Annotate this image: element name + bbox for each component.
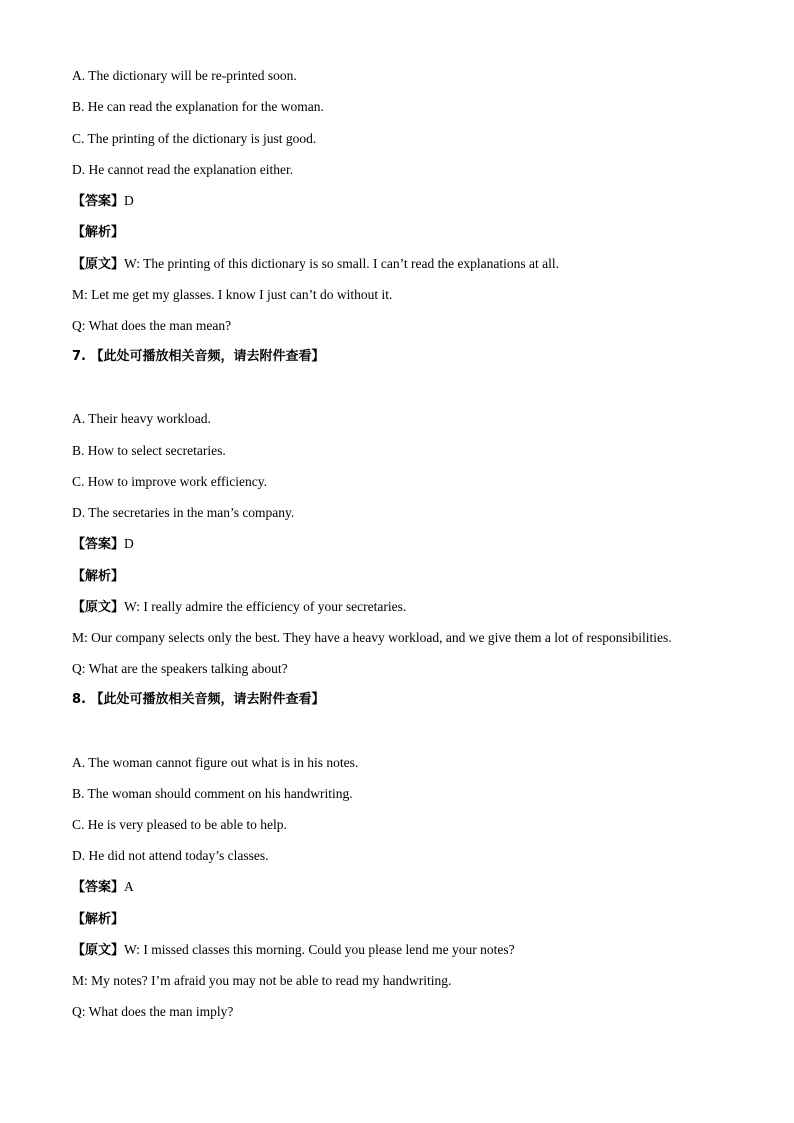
q6-answer (72, 192, 134, 211)
q7-option-b: B. How to select secretaries. (72, 443, 226, 458)
q6-option-c: C. The printing of the dictionary is just good. (72, 131, 317, 146)
q8-analysis-label: 【解析】 (72, 912, 125, 927)
q7-option-c: C. How to improve work efficiency. (72, 474, 267, 489)
q7-option-d: D. The secretaries in the man’s company. (72, 505, 295, 520)
q8-option-c: C. He is very pleased to be able to help. (72, 817, 287, 832)
q6-original-label: 【原文】 (72, 257, 125, 272)
q6-transcript-m: M: Let me get my glasses. I know I just can’t do without it. (72, 287, 393, 302)
q8-option-a: A. The woman cannot figure out what is in his notes. (72, 755, 359, 770)
q7-option-a: A. Their heavy workload. (72, 411, 211, 426)
q8-answer-label: 【答案】 (72, 880, 125, 895)
q6-option-d: D. He cannot read the explanation either. (72, 162, 294, 177)
q6-analysis-label: 【解析】 (72, 225, 125, 240)
q6-option-a: A. The dictionary will be re-printed soon. (72, 68, 297, 83)
q7-transcript-q: Q: What are the speakers talking about? (72, 661, 288, 676)
q8-original-label: 【原文】 (72, 943, 125, 958)
q6-transcript-w: 【原文】W: The printing of this dictionary is so small. I can’t read the explanations at all. (72, 256, 560, 272)
q8-heading: 8. 【此处可播放相关音频，请去附件查看】 (72, 692, 325, 707)
q8-answer (72, 878, 134, 897)
q7-answer-value: D (124, 536, 134, 551)
q6-answer-label: 【答案】 (72, 194, 125, 209)
q7-original-label: 【原文】 (72, 600, 125, 615)
q6-answer-value: D (124, 193, 134, 208)
q6-transcript-q: Q: What does the man mean? (72, 318, 232, 333)
q8-answer-value: A (124, 879, 134, 894)
q8-transcript-w: 【原文】W: I missed classes this morning. Could you please lend me your notes? (72, 942, 515, 958)
q7-answer (72, 535, 134, 554)
q7-transcript-w: 【原文】W: I really admire the efficiency of your secretaries. (72, 599, 407, 615)
q7-heading: 7. 【此处可播放相关音频，请去附件查看】 (72, 349, 325, 364)
q7-answer-label: 【答案】 (72, 537, 125, 552)
q7-transcript-m: M: Our company selects only the best. They have a heavy workload, and we give them a lot of responsibilities. (72, 630, 672, 645)
q8-transcript-q: Q: What does the man imply? (72, 1004, 234, 1019)
q6-option-b: B. He can read the explanation for the woman. (72, 99, 324, 114)
q8-option-d: D. He did not attend today’s classes. (72, 848, 269, 863)
q8-option-b: B. The woman should comment on his handwriting. (72, 786, 353, 801)
q7-analysis-label: 【解析】 (72, 569, 125, 584)
q8-transcript-m: M: My notes? I’m afraid you may not be able to read my handwriting. (72, 973, 452, 988)
